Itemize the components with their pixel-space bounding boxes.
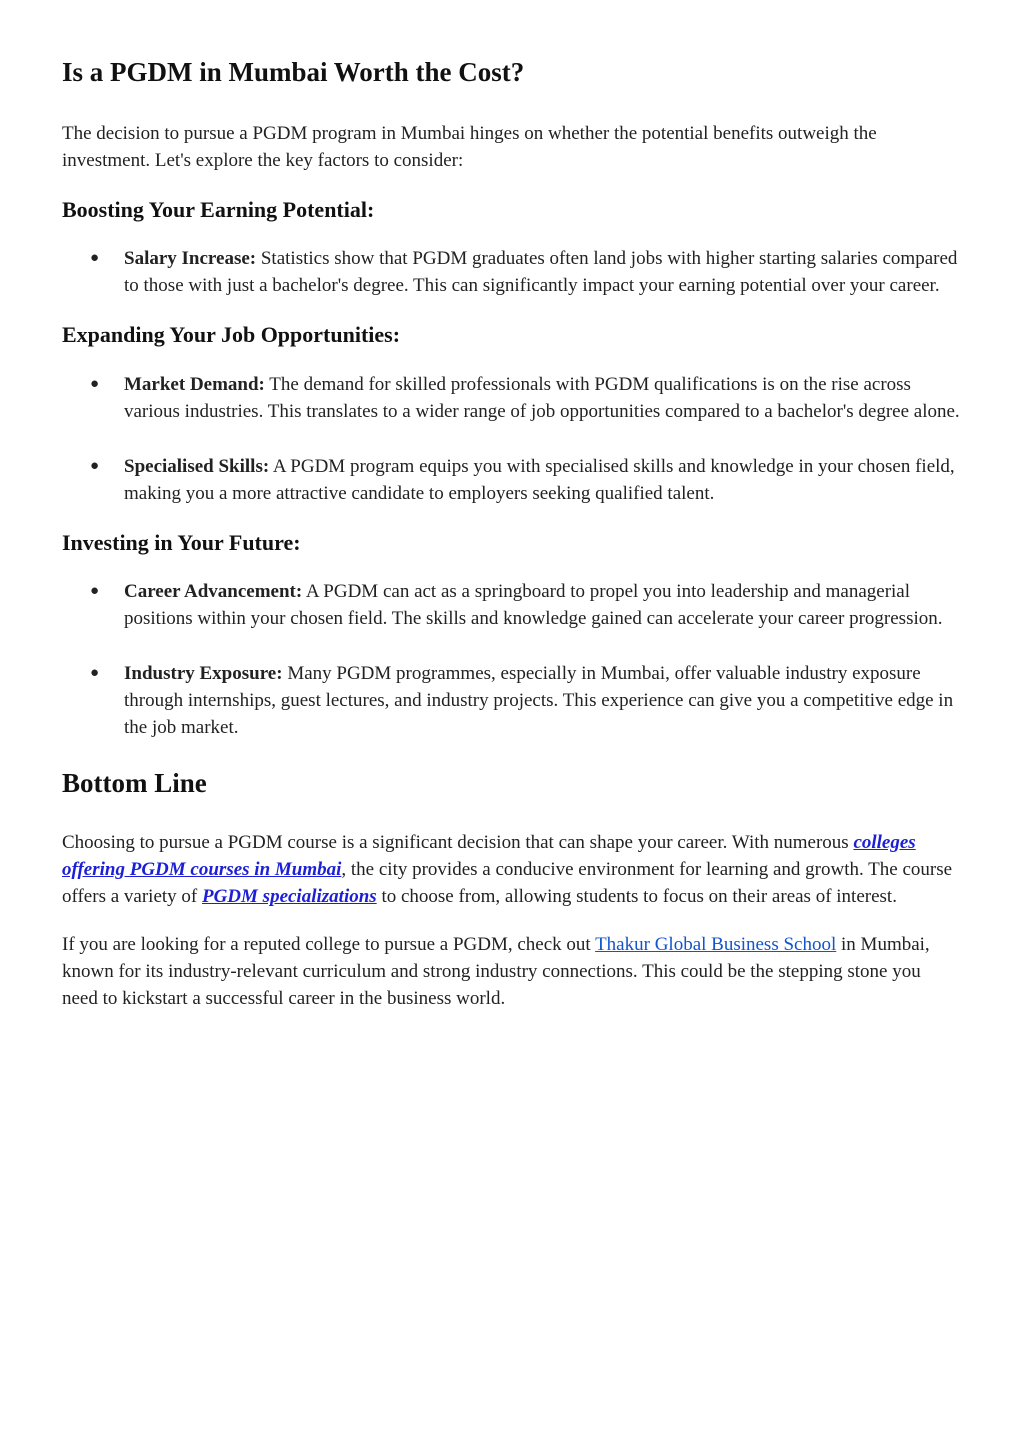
earning-list	[62, 245, 961, 299]
list-item	[90, 453, 961, 507]
bottom-line-heading: Bottom Line	[62, 768, 207, 799]
item-label: Salary Increase:	[124, 248, 257, 270]
bullet-icon: ●	[90, 665, 100, 682]
item-text: The demand for skilled professionals with PGDM qualifications is on the rise across various industries. This translates to a wider range of job opportunities compared to a bachelor's degree alone.	[124, 373, 960, 422]
item-text: A PGDM program equips you with specialised skills and knowledge in your chosen field, making you a more attractive candidate to employers seeking qualified talent.	[124, 455, 955, 504]
job-opportunities-list	[62, 371, 961, 507]
list-item	[90, 371, 961, 425]
section-heading-future: Investing in Your Future:	[62, 529, 301, 555]
item-text: Statistics show that PGDM graduates often land jobs with higher starting salaries compared to those with just a bachelor's degree. This can significantly impact your earning potential over your career.	[124, 248, 958, 297]
bullet-icon: ●	[90, 250, 100, 267]
item-label: Market Demand:	[124, 373, 265, 395]
item-text: Many PGDM programmes, especially in Mumbai, offer valuable industry exposure through internships, guest lectures, and industry projects. This experience can give you a competitive edge in the job market.	[124, 663, 954, 739]
section-heading-earning: Boosting Your Earning Potential:	[62, 196, 375, 222]
paragraph-text: in Mumbai, known for its industry-relevant curriculum and strong industry connections. This could be the stepping stone you need to kickstart a successful career in the business world.	[62, 934, 930, 1009]
bottom-paragraph-2	[62, 931, 961, 1012]
item-label: Industry Exposure:	[124, 663, 283, 685]
paragraph-text: Choosing to pursue a PGDM course is a significant decision that can shape your career. With numerous	[62, 832, 854, 853]
bullet-icon: ●	[90, 457, 100, 474]
bullet-icon: ●	[90, 375, 100, 392]
paragraph-text: If you are looking for a reputed college to pursue a PGDM, check out	[62, 934, 596, 955]
intro-paragraph: The decision to pursue a PGDM program in Mumbai hinges on whether the potential benefits outweigh the investment. Let's explore the key factors to consider:	[62, 122, 877, 171]
item-label: Specialised Skills:	[124, 455, 270, 477]
page-title: Is a PGDM in Mumbai Worth the Cost?	[62, 57, 525, 87]
section-heading-job-opportunities: Expanding Your Job Opportunities:	[62, 322, 401, 348]
bullet-icon: ●	[90, 583, 100, 600]
item-text: A PGDM can act as a springboard to propel you into leadership and managerial positions within your chosen field. The skills and knowledge gained can accelerate your career progression.	[124, 581, 943, 630]
list-item	[90, 660, 961, 741]
paragraph-text: , the city provides a conducive environment for learning and growth. The course offers a variety of	[62, 859, 953, 907]
colleges-offering-pgdm-link[interactable]: colleges offering PGDM courses in Mumbai	[62, 832, 916, 880]
future-list	[62, 578, 961, 741]
list-item	[90, 578, 961, 632]
list-item	[90, 245, 961, 299]
paragraph-text: to choose from, allowing students to focus on their areas of interest.	[376, 886, 897, 907]
bottom-paragraph-1	[62, 829, 961, 910]
thakur-global-business-school-link[interactable]: Thakur Global Business School	[595, 934, 837, 955]
item-label: Career Advancement:	[124, 581, 303, 603]
pgdm-specializations-link[interactable]: PGDM specializations	[201, 886, 377, 907]
